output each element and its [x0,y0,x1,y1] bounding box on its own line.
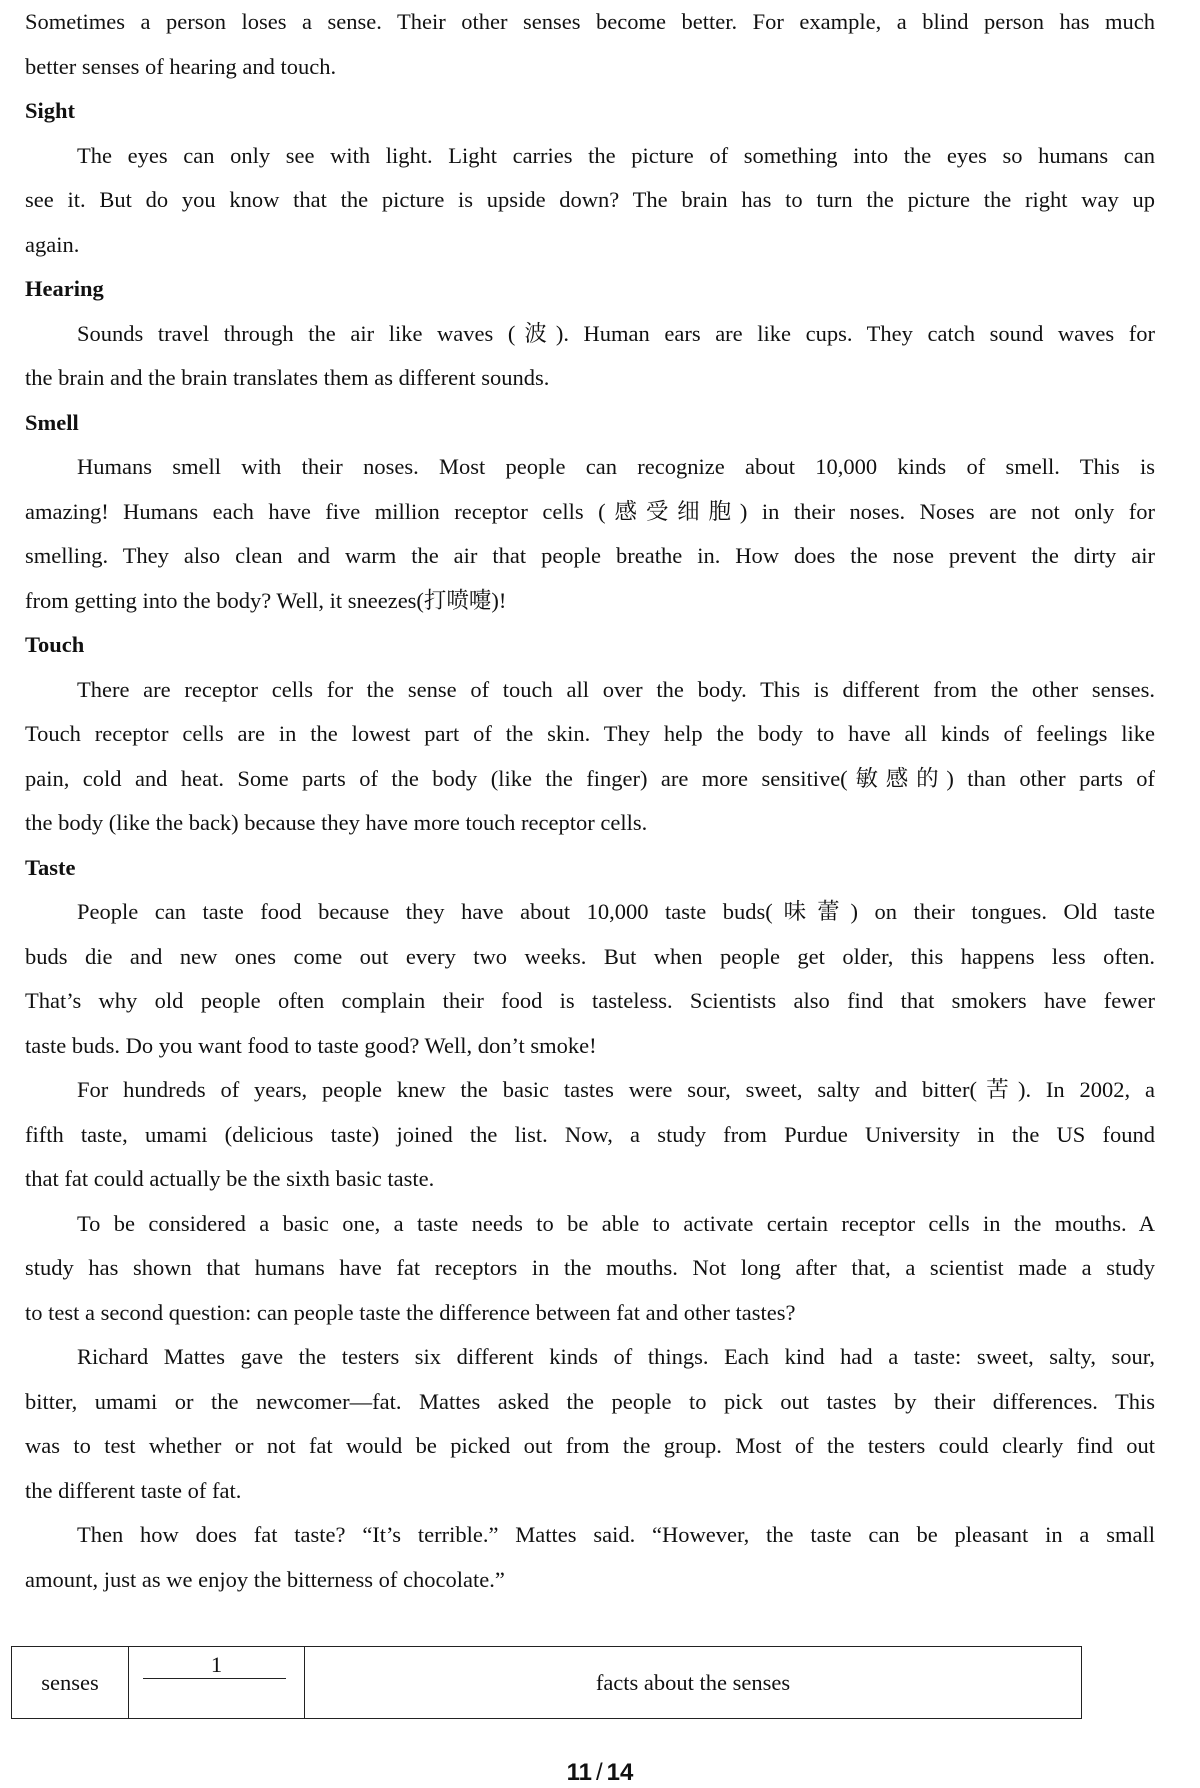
taste-paragraph-4 [25,1335,1155,1513]
facts-cell: facts about the senses [305,1647,1082,1719]
text-line: For hundreds of years, people knew the basic tastes were sour, sweet, salty and bitter(苦). In 2002, a [77,1077,1155,1102]
text-line: Sounds travel through the air like waves (波). Human ears are like cups. They catch sound waves for [77,320,1155,346]
intro-paragraph [25,0,1155,89]
text-line: the body (like the back) because they have more touch receptor cells. [25,810,648,835]
answer-table [11,1646,1082,1719]
section-hearing [25,267,1155,401]
section-heading: Hearing [25,276,104,301]
text-line: amount, just as we enjoy the bitterness of chocolate.” [25,1566,505,1592]
section-touch [25,623,1155,846]
text-line: that fat could actually be the sixth basic taste. [25,1166,435,1191]
text-line: see it. But do you know that the picture is upside down? The brain has to turn the picture the right way up [25,187,1155,212]
text-line: was to test whether or not fat would be picked out from the group. Most of the testers could clearly find out [25,1433,1155,1458]
text-line: bitter, umami or the newcomer—fat. Mattes asked the people to pick out tastes by their differences. This [25,1388,1155,1414]
taste-paragraph-2 [25,1068,1155,1202]
text-line: The eyes can only see with light. Light carries the picture of something into the eyes so humans can [77,142,1155,168]
table-row [12,1647,1082,1719]
text-line: Then how does fat taste? “It’s terrible.” Mattes said. “However, the taste can be pleasant in a small [77,1522,1155,1547]
section-heading: Smell [25,409,79,435]
section-sight [25,89,1155,267]
section-heading: Taste [25,854,76,880]
total-pages: 14 [606,1759,634,1786]
blank-number: 1 [210,1652,223,1677]
document-page [25,0,1155,1602]
text-line: buds die and new ones come out every two weeks. But when people get older, this happens less often. [25,943,1155,969]
text-line: taste buds. Do you want food to taste good? Well, don’t smoke! [25,1032,597,1058]
text-line: again. [25,231,80,257]
text-line: better senses of hearing and touch. [25,53,337,79]
section-smell [25,401,1155,624]
text-line: the different taste of fat. [25,1477,242,1503]
text-line: study has shown that humans have fat receptors in the mouths. Not long after that, a scientist made a study [25,1255,1155,1280]
text-line: to test a second question: can people taste the difference between fat and other tastes? [25,1299,796,1325]
taste-paragraph-3 [25,1202,1155,1336]
current-page: 11 [566,1759,592,1786]
text-line: smelling. They also clean and warm the air that people breathe in. How does the nose prevent the dirty air [25,543,1155,568]
text-line: That’s why old people often complain their food is tasteless. Scientists also find that smokers have fewer [25,988,1155,1013]
taste-paragraph-5 [25,1513,1155,1602]
section-heading: Touch [25,632,85,657]
text-line: There are receptor cells for the sense of touch all over the body. This is different from the other senses. [77,676,1155,702]
blank-underline [143,1678,286,1679]
section-taste [25,846,1155,1603]
text-line: Richard Mattes gave the testers six different kinds of things. Each kind had a taste: sweet, salty, sour, [77,1344,1155,1369]
page-number [0,1758,1200,1788]
page-separator: / [596,1759,603,1786]
senses-cell: senses [12,1647,129,1719]
taste-paragraph-1 [25,890,1155,1068]
text-line: To be considered a basic one, a taste needs to be able to activate certain receptor cells in the mouths. A [77,1210,1155,1236]
blank-answer-area[interactable] [129,1647,304,1718]
text-line: Touch receptor cells are in the lowest part of the skin. They help the body to have all kinds of feelings like [25,721,1155,746]
text-line: People can taste food because they have about 10,000 taste buds(味蕾) on their tongues. Old taste [77,899,1155,924]
text-line: from getting into the body? Well, it sneezes(打喷嚏)! [25,587,507,613]
text-line: pain, cold and heat. Some parts of the body (like the finger) are more sensitive(敏感的) than other parts of [25,765,1155,791]
blank-cell[interactable] [129,1647,305,1719]
text-line: Humans smell with their noses. Most people can recognize about 10,000 kinds of smell. This is [77,454,1155,479]
text-line: fifth taste, umami (delicious taste) joined the list. Now, a study from Purdue University in the US found [25,1121,1155,1147]
text-line: amazing! Humans each have five million receptor cells (感受细胞) in their noses. Noses are not only for [25,498,1155,524]
text-line: Sometimes a person loses a sense. Their other senses become better. For example, a blind person has much [25,9,1155,34]
section-heading: Sight [25,98,76,123]
text-line: the brain and the brain translates them as different sounds. [25,365,550,390]
